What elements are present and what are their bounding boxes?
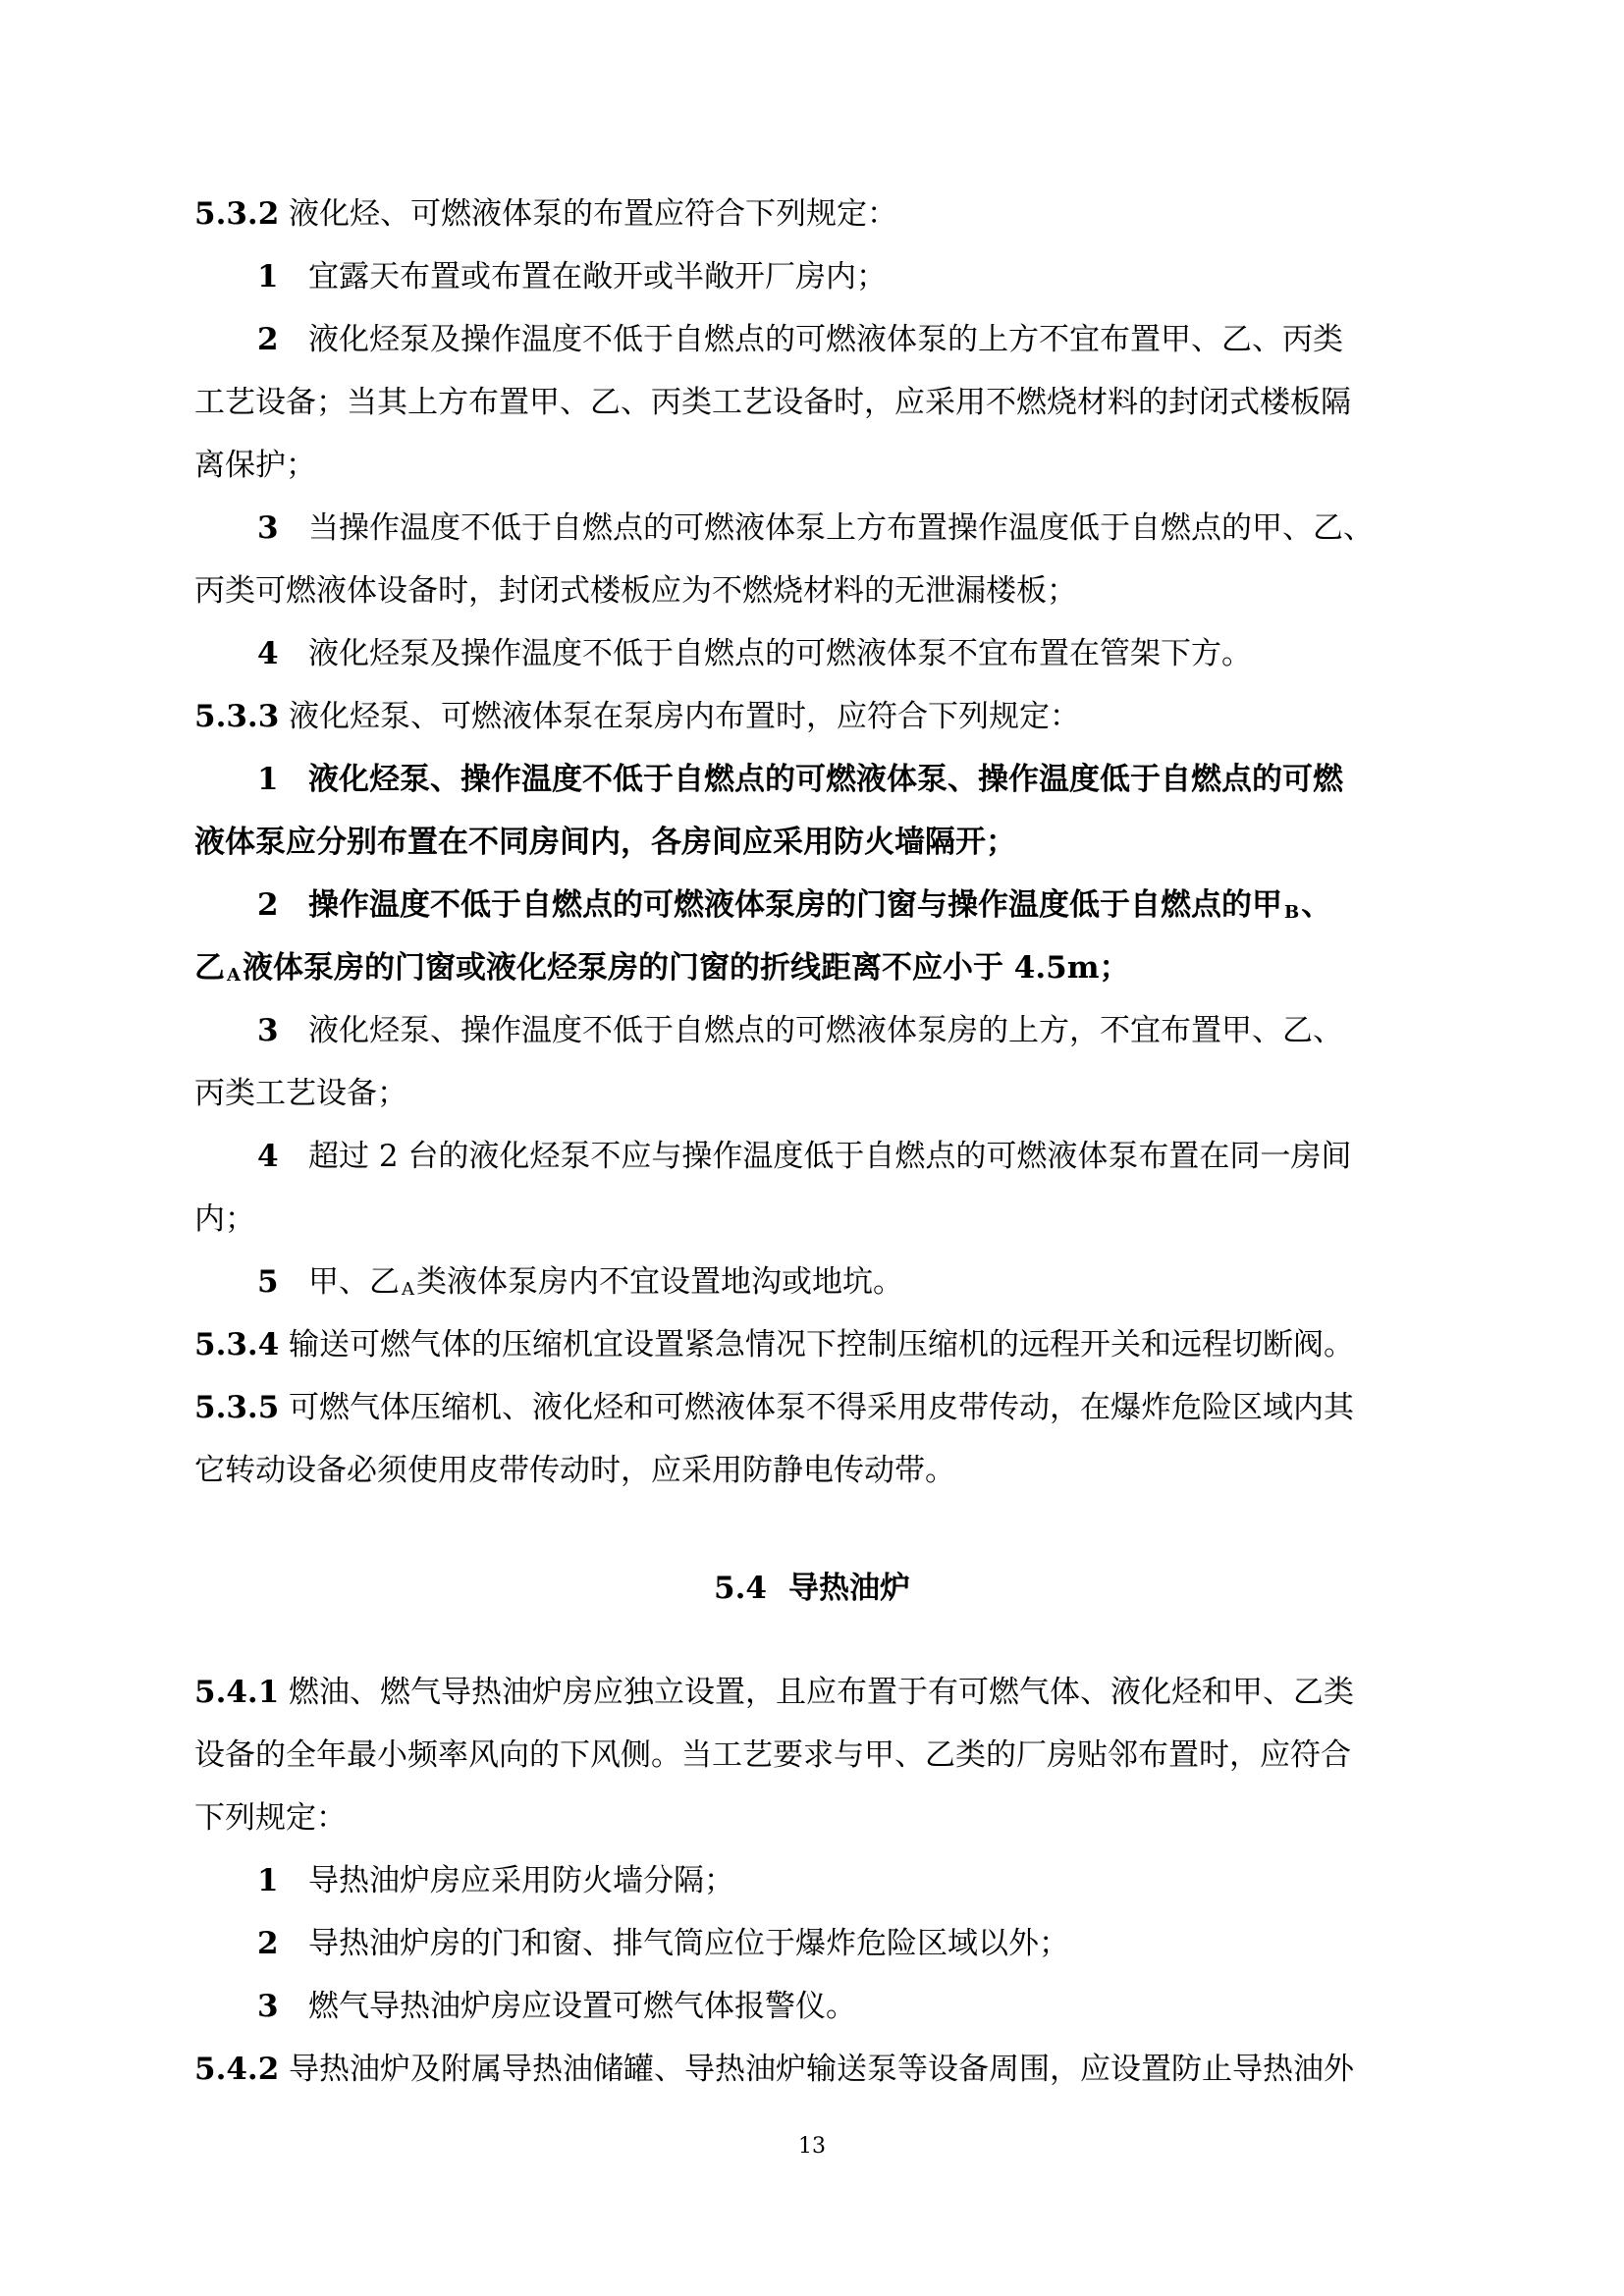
item-text-continued: 丙类工艺设备；	[194, 1076, 407, 1111]
subscript: A	[402, 1279, 414, 1300]
list-item	[257, 507, 1441, 550]
item-text-continued: 离保护；	[194, 448, 316, 483]
list-item	[257, 1260, 1441, 1304]
list-item	[257, 1985, 1441, 2028]
item-text: 乙	[194, 950, 225, 986]
item-number: 2	[257, 322, 279, 357]
list-item	[257, 255, 1441, 298]
clause-5-4-2	[194, 2048, 1441, 2091]
clause-number: 5.3.3	[194, 699, 280, 734]
clause-text: 可燃气体压缩机、液化烃和可燃液体泵不得采用皮带传动，在爆炸危险区域内其	[289, 1390, 1354, 1425]
item-text: 类液体泵房内不宜设置地沟或地坑。	[416, 1264, 903, 1300]
clause-text: 燃油、燃气导热油炉房应独立设置，且应布置于有可燃气体、液化烃和甲、乙类	[289, 1675, 1354, 1710]
clause-text-continued: 它转动设备必须使用皮带传动时，应采用防静电传动带。	[194, 1453, 955, 1488]
item-text: 导热油炉房应采用防火墙分隔；	[308, 1863, 734, 1898]
clause-number: 5.4.1	[194, 1675, 280, 1710]
item-text-continued: 丙类可燃液体设备时，封闭式楼板应为不燃烧材料的无泄漏楼板；	[194, 573, 1077, 609]
clause-number: 5.3.2	[194, 196, 280, 232]
list-item	[257, 318, 1441, 361]
subscript: A	[227, 965, 241, 986]
item-number: 4	[257, 1139, 279, 1174]
item-number: 1	[257, 762, 279, 797]
item-text: 甲、乙	[308, 1264, 400, 1300]
clause-number: 5.3.4	[194, 1327, 280, 1362]
clause-5-3-5	[194, 1386, 1441, 1429]
clause-5-3-3	[194, 695, 1441, 738]
item-number: 1	[257, 259, 279, 294]
subscript: B	[1284, 902, 1300, 923]
section-heading	[0, 1567, 1624, 1610]
clause-text: 导热油炉及附属导热油储罐、导热油炉输送泵等设备周围，应设置防止导热油外	[289, 2052, 1354, 2087]
section-number: 5.4	[714, 1571, 767, 1606]
item-text: 当操作温度不低于自燃点的可燃液体泵上方布置操作温度低于自燃点的甲、乙、	[308, 510, 1374, 546]
clause-text: 输送可燃气体的压缩机宜设置紧急情况下控制压缩机的远程开关和远程切断阀。	[289, 1327, 1354, 1362]
list-item	[257, 1922, 1441, 1965]
item-text: 超过 2 台的液化烃泵不应与操作温度低于自燃点的可燃液体泵布置在同一房间	[308, 1139, 1352, 1174]
item-text: 导热油炉房的门和窗、排气筒应位于爆炸危险区域以外；	[308, 1926, 1069, 1961]
item-text: 液化烃泵及操作温度不低于自燃点的可燃液体泵的上方不宜布置甲、乙、丙类	[308, 322, 1343, 357]
list-item	[257, 632, 1441, 675]
page-number: 13	[798, 2134, 826, 2159]
item-number: 5	[257, 1264, 279, 1300]
item-text: 宜露天布置或布置在敞开或半敞开厂房内；	[308, 259, 887, 294]
item-text-continued	[194, 946, 1441, 989]
clause-5-3-2	[194, 192, 1441, 236]
clause-text: 液化烃、可燃液体泵的布置应符合下列规定：	[289, 196, 897, 232]
item-text: 液化烃泵、操作温度不低于自燃点的可燃液体泵房的上方，不宜布置甲、乙、	[308, 1013, 1343, 1048]
item-text: 液化烃泵及操作温度不低于自燃点的可燃液体泵不宜布置在管架下方。	[308, 636, 1252, 671]
item-number: 2	[257, 887, 279, 923]
item-text: 、	[1301, 887, 1332, 923]
item-text-continued: 液体泵应分别布置在不同房间内，各房间应采用防火墙隔开；	[194, 825, 1016, 860]
item-number: 4	[257, 636, 279, 671]
clause-text-continued: 下列规定：	[194, 1800, 347, 1836]
item-text-continued: 工艺设备；当其上方布置甲、乙、丙类工艺设备时，应采用不燃烧材料的封闭式楼板隔	[194, 385, 1351, 420]
section-title: 导热油炉	[787, 1571, 910, 1606]
list-item	[257, 1009, 1441, 1052]
item-number: 1	[257, 1863, 279, 1898]
list-item	[257, 1859, 1441, 1902]
item-text: 液化烃泵、操作温度不低于自燃点的可燃液体泵、操作温度低于自燃点的可燃	[308, 762, 1343, 797]
item-number: 2	[257, 1926, 279, 1961]
item-text-continued: 内；	[194, 1201, 255, 1237]
item-text: 操作温度不低于自燃点的可燃液体泵房的门窗与操作温度低于自燃点的甲	[308, 887, 1282, 923]
clause-number: 5.4.2	[194, 2052, 280, 2087]
list-item	[257, 883, 1441, 927]
list-item	[257, 1135, 1441, 1178]
item-number: 3	[257, 1989, 279, 2024]
item-number: 3	[257, 510, 279, 546]
clause-text: 液化烃泵、可燃液体泵在泵房内布置时，应符合下列规定：	[289, 699, 1080, 734]
item-text: 燃气导热油炉房应设置可燃气体报警仪。	[308, 1989, 856, 2024]
clause-text-continued: 设备的全年最小频率风向的下风侧。当工艺要求与甲、乙类的厂房贴邻布置时，应符合	[194, 1737, 1351, 1773]
clause-5-3-4	[194, 1323, 1441, 1366]
clause-number: 5.3.5	[194, 1390, 280, 1425]
item-text: 液体泵房的门窗或液化烃泵房的门窗的折线距离不应小于 4.5m；	[242, 950, 1130, 986]
clause-5-4-1	[194, 1671, 1441, 1714]
list-item	[257, 758, 1441, 801]
item-number: 3	[257, 1013, 279, 1048]
